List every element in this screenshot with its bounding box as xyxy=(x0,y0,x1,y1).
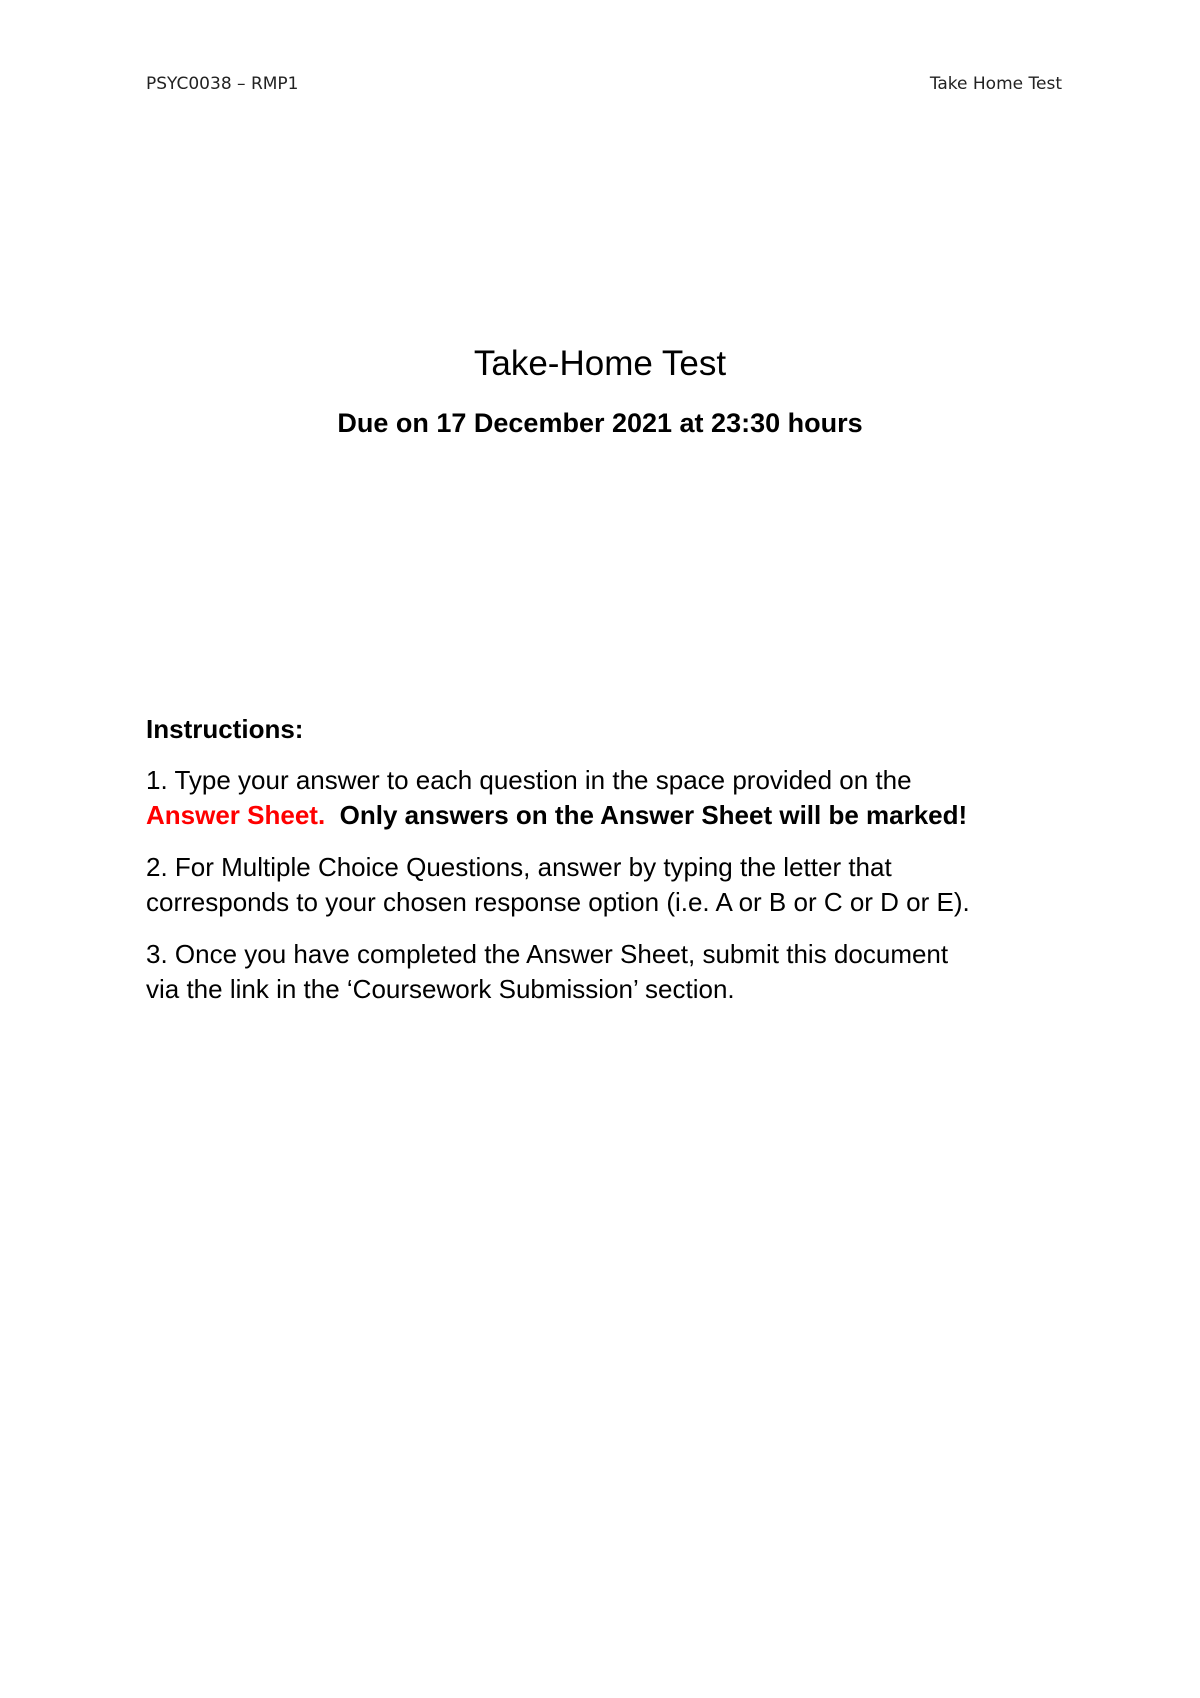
marking-warning: Only answers on the Answer Sheet will be marked! xyxy=(339,800,968,830)
instruction-item-3 xyxy=(146,937,1066,1007)
instructions-heading: Instructions: xyxy=(146,714,304,744)
instruction-item-1 xyxy=(146,763,1066,833)
header-document-title: Take Home Test xyxy=(929,74,1062,94)
header-course-code: PSYC0038 – RMP1 xyxy=(146,74,299,94)
instruction-3-line-2: via the link in the ‘Coursework Submission’ section. xyxy=(146,974,735,1004)
instruction-2-line-2: corresponds to your chosen response option (i.e. A or B or C or D or E). xyxy=(146,887,970,917)
due-date: Due on 17 December 2021 at 23:30 hours xyxy=(337,408,863,438)
instruction-item-2 xyxy=(146,850,1066,920)
instruction-1-line-2 xyxy=(146,798,1066,833)
document-title: Take-Home Test xyxy=(473,344,727,383)
instruction-3-line-1: 3. Once you have completed the Answer Sheet, submit this document xyxy=(146,939,949,969)
page-header xyxy=(146,74,1062,100)
answer-sheet-highlight: Answer Sheet. xyxy=(146,800,326,830)
instruction-2-line-1: 2. For Multiple Choice Questions, answer by typing the letter that xyxy=(146,852,892,882)
instructions-section xyxy=(146,712,1066,1024)
instruction-1-line-1: 1. Type your answer to each question in the space provided on the xyxy=(146,765,912,795)
